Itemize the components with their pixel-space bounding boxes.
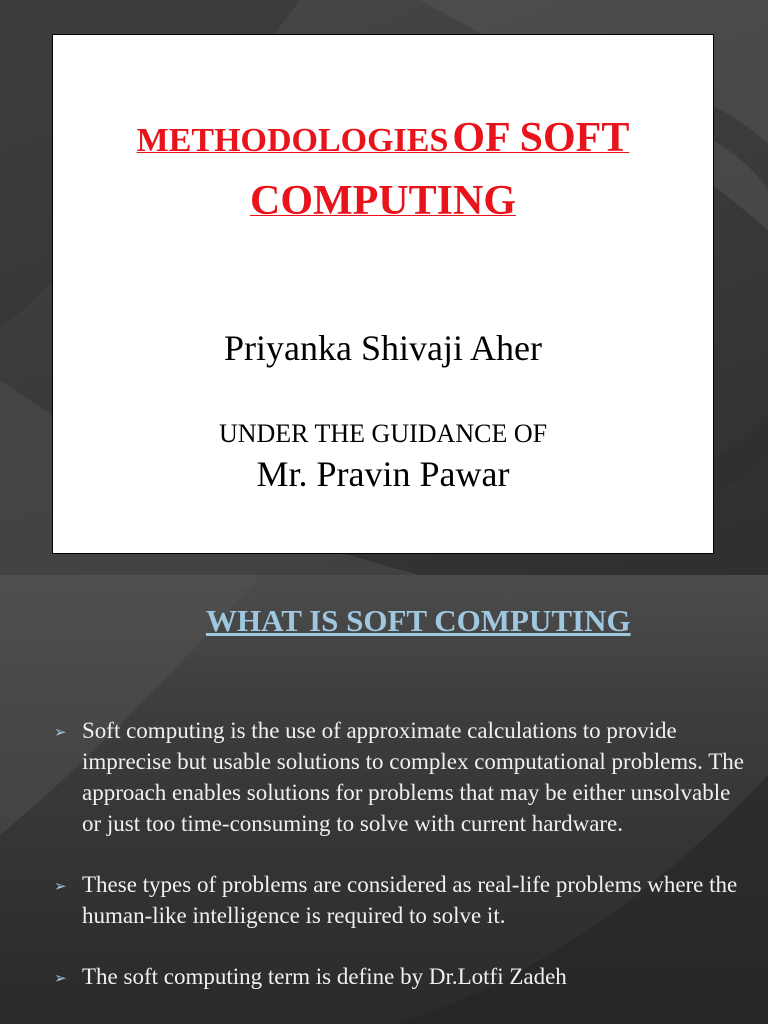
bullet-list — [54, 715, 744, 1022]
author-name: Priyanka Shivaji Aher — [224, 328, 542, 368]
bullet-text: These types of problems are considered as real-life problems where the human-like intelligence is required to solve it. — [82, 872, 738, 928]
list-item — [54, 869, 744, 931]
slide-heading: WHAT IS SOFT COMPUTING — [206, 603, 631, 638]
guide-name: Mr. Pravin Pawar — [256, 454, 510, 494]
guidance-label: UNDER THE GUIDANCE OF — [218, 419, 548, 448]
title-part-1: METHODOLOGIES — [136, 122, 449, 159]
arrow-bullet-icon: ➢ — [54, 723, 67, 741]
arrow-bullet-icon: ➢ — [54, 969, 67, 987]
bullet-text: Soft computing is the use of approximate calculations to provide imprecise but usable solutions to complex computational problems. The approach enables solutions for problems that may be either unsolvable or just too time-consuming to solve with current hardware. — [82, 718, 744, 836]
bullet-text: The soft computing term is define by Dr.Lotfi Zadeh — [82, 964, 567, 989]
title-part-3: COMPUTING — [250, 178, 516, 224]
list-item — [54, 715, 744, 839]
content-slide — [0, 575, 768, 1024]
arrow-bullet-icon: ➢ — [54, 877, 67, 895]
presentation-title — [53, 111, 713, 237]
title-part-2: OF SOFT — [452, 115, 630, 161]
list-item — [54, 961, 744, 992]
title-card — [52, 34, 714, 554]
